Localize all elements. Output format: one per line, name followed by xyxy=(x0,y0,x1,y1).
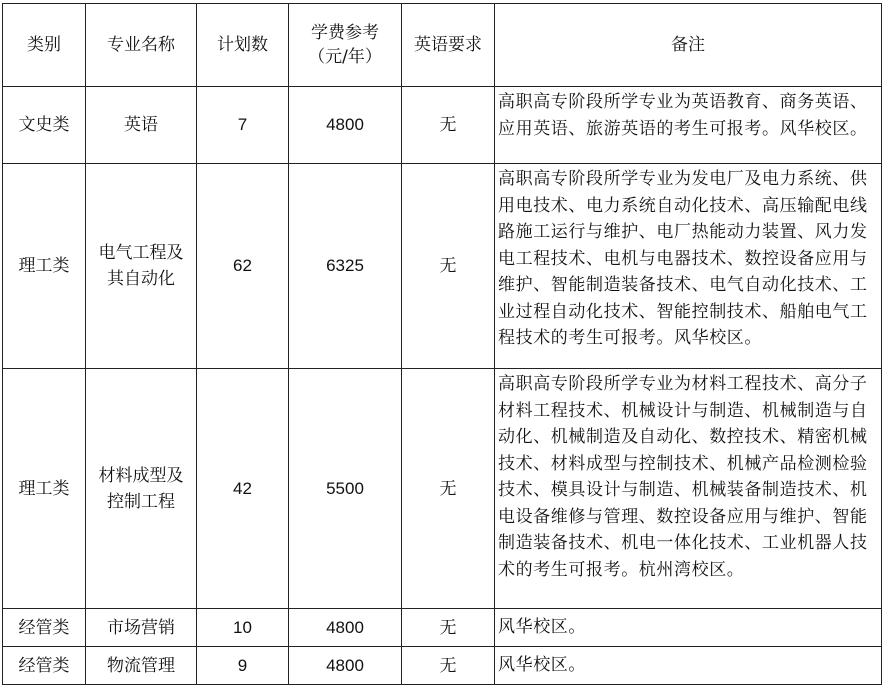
cell-category: 理工类 xyxy=(3,369,86,609)
cell-category: 经管类 xyxy=(3,609,86,647)
cell-remarks: 高职高专阶段所学专业为发电厂及电力系统、供用电技术、电力系统自动化技术、高压输配电线路施工运行与维护、电厂热能动力装置、风力发电工程技术、电机与电器技术、数控设备应用与维护、智能制造装备技术、电气自动化技术、工业过程自动化技术、智能控制技术、船舶电气工程技术的考生可报考。风华校区。 xyxy=(495,164,882,369)
cell-remarks: 风华校区。 xyxy=(495,647,882,685)
table-row xyxy=(3,369,882,609)
cell-english: 无 xyxy=(402,87,495,164)
header-category: 类别 xyxy=(3,4,86,87)
cell-category: 理工类 xyxy=(3,164,86,369)
cell-remarks: 高职高专阶段所学专业为英语教育、商务英语、应用英语、旅游英语的考生可报考。风华校区。 xyxy=(495,87,882,164)
cell-plan: 10 xyxy=(197,609,289,647)
admissions-table xyxy=(2,3,882,685)
cell-english: 无 xyxy=(402,609,495,647)
header-row xyxy=(3,4,882,87)
cell-remarks: 风华校区。 xyxy=(495,609,882,647)
table-row xyxy=(3,164,882,369)
cell-major: 英语 xyxy=(86,87,197,164)
cell-plan: 7 xyxy=(197,87,289,164)
cell-plan: 42 xyxy=(197,369,289,609)
table-row xyxy=(3,647,882,685)
cell-major: 电气工程及其自动化 xyxy=(86,164,197,369)
table-row xyxy=(3,87,882,164)
cell-major: 材料成型及控制工程 xyxy=(86,369,197,609)
cell-remarks: 高职高专阶段所学专业为材料工程技术、高分子材料工程技术、机械设计与制造、机械制造与自动化、机械制造及自动化、数控技术、精密机械技术、材料成型与控制技术、机械产品检测检验技术、模具设计与制造、机械装备制造技术、机电设备维修与管理、数控设备应用与维护、智能制造装备技术、机电一体化技术、工业机器人技术的考生可报考。杭州湾校区。 xyxy=(495,369,882,609)
cell-major: 物流管理 xyxy=(86,647,197,685)
cell-english: 无 xyxy=(402,647,495,685)
cell-fee: 6325 xyxy=(289,164,402,369)
cell-major: 市场营销 xyxy=(86,609,197,647)
header-fee xyxy=(289,4,402,87)
header-fee-line2: （元/年） xyxy=(308,47,382,67)
header-major: 专业名称 xyxy=(86,4,197,87)
header-fee-line1: 学费参考 xyxy=(311,23,379,43)
table-row xyxy=(3,609,882,647)
cell-category: 文史类 xyxy=(3,87,86,164)
cell-plan: 9 xyxy=(197,647,289,685)
cell-english: 无 xyxy=(402,164,495,369)
cell-category: 经管类 xyxy=(3,647,86,685)
header-remarks: 备注 xyxy=(495,4,882,87)
cell-fee: 4800 xyxy=(289,87,402,164)
cell-fee: 4800 xyxy=(289,609,402,647)
cell-english: 无 xyxy=(402,369,495,609)
cell-fee: 4800 xyxy=(289,647,402,685)
header-plan: 计划数 xyxy=(197,4,289,87)
cell-plan: 62 xyxy=(197,164,289,369)
cell-fee: 5500 xyxy=(289,369,402,609)
header-english: 英语要求 xyxy=(402,4,495,87)
